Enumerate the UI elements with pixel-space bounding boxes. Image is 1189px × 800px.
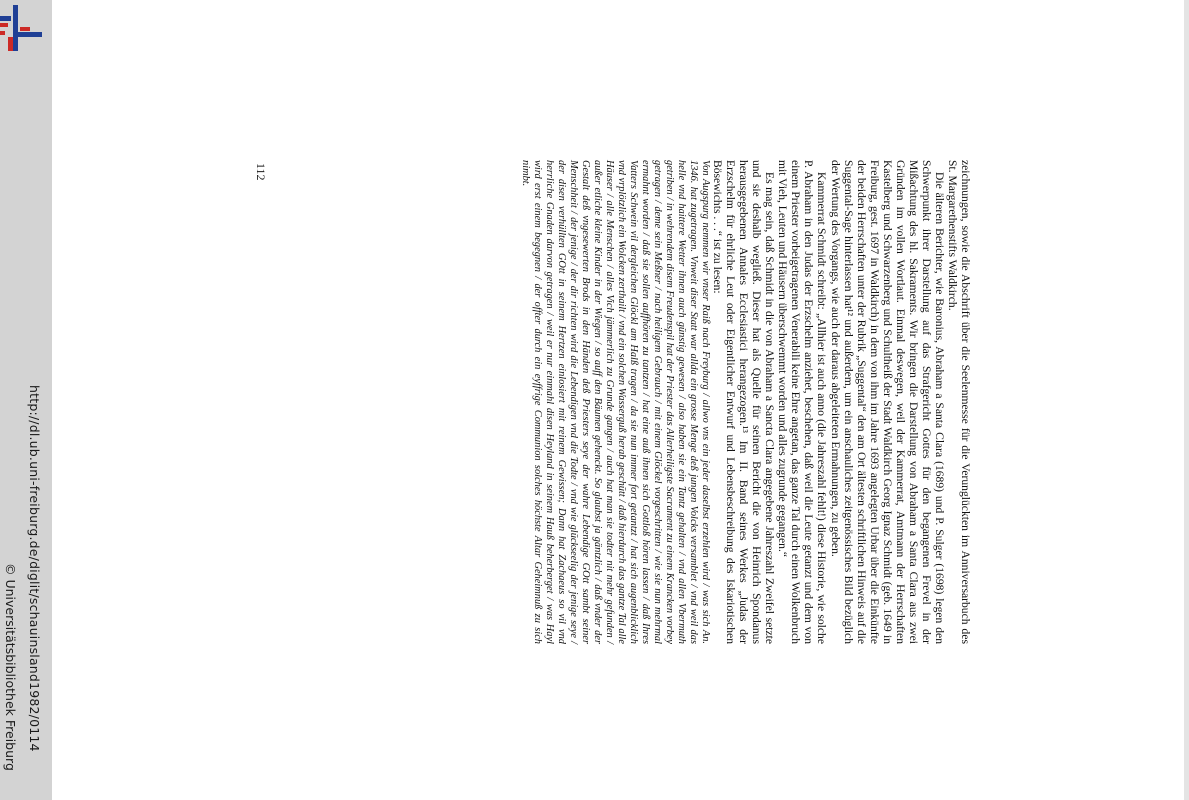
page-body bbox=[252, 160, 972, 644]
copyright-notice: © Universitätsbibliothek Freiburg bbox=[3, 563, 18, 771]
page-number: 112 bbox=[254, 163, 268, 181]
document-url[interactable]: http://dl.ub.uni-freiburg.de/diglit/schauinsland1982/0114 bbox=[27, 385, 42, 752]
scrollbar-track[interactable] bbox=[1184, 0, 1189, 800]
quoted-passage: Von Augspurg nemmen wir vnser Raiß nach Freyburg / allwo vns ein jeder daselbst erzehlen wird / was sich An. 1346. hat zugetragen. Vnweit diser Statt war allda ein grosse Menge deß jungen Volcks versamblet / vnd weil das helle vnd haittere Wetter ihnen auch günstig gewesen / also haben sie ein Tantz gehalten / vnd allen Vbermuth getriben / in wehrendem disem Freudenspil hat der Priester das Allerheiligste Sacrament zu einem Krancken vorbey getragen / deme sein Meßner / nach heiligem Gebrauch / mit einem Glöckel vorgeschritten / wie sie nun mehrmal ermahnt worden / daß sie sollen auffhören zu tantzen / hat eine auß ihnen sich Gottloß hören lassen / daß Ihres Vatters Schwein vil dergleichen Glöckl am Halß tragen / da sie nun immer fort getantzt / hat sich augenblicklich vnd vrplötzlich ein Wolcken zerthailt / vnd ein solchen Wasserguß herab geschütt / daß hierdurch das gantze Tal alle Häuser / alle Menschen / alles Vich jämmerlich zu Grunde gangen / auch hat man sie todter nit mehr gefunden / außer etliche kleine Kinder in der Wiegen / so auff den Bäumen gehenckt. So glaubst ja gäntzlich / daß vnder der Gestalt deß vngesewerten Brods in den Händen deß Priesters seye der wahre Lebendige GOtt sambt seiner Menschheit / der jenige / der dir richten wird die Lebendigen vnd die Todte / vnd wie glückseelig der jenige seye / der disen verhüllten GOtt in seinem Hertzen einlosiert mit reinem Gewissen; Dann hat Zachaeus so vil vnd herrliche Gnaden darvon getragen / weil er nur einmahl disen Heyland in seinem Hauß beherberget / was Hayl wird erst einem begegnen / der offter durch ein eyffrige Communion solches höchste Altar Geheimnuß zu sich nimbt. bbox=[520, 160, 712, 644]
body-paragraph: zeichnungen, sowie die Abschrift über die Seelenmesse für die Verunglückten im Anniversarbuch des St. Margarethenstifts Waldkirch. bbox=[945, 160, 972, 644]
body-paragraph: Die älteren Berichter, wie Baronius, Abraham a Santa Clara (1689) und P. Sulger (1698) legen den Schwerpunkt ihrer Darstellung auf das Strafgericht Gottes für den begangenen Frevel in der Mißachtung des hl. Sakraments. Wir bringen die Darstellung von Abraham a Santa Clara aus zwei Gründen im vollen Wortlaut. Einmal deswegen, weil der Kammerrat, Amtmann der Herrschaften Kastelberg und Schwarzenberg und Schultheiß der Stadt Waldkirch Georg Ignaz Schmidt (geb. 1649 in Freiburg, gest. 1697 in Waldkirch) in dem von ihm im Jahre 1693 angelegten Urbar über die Einkünfte der beiden Herrschaften unter der Rubrik „Suggental“ den am Ort ältesten schriftlichen Hinweis auf die Suggental-Sage hinterlassen hat¹² und außerdem, um ein anschauliches zeitgenössisches Bild bezüglich der Wertung des Vorgangs, wie auch der daraus abgeleiteten Ermahnungen, zu geben. bbox=[828, 160, 946, 644]
viewer-sidebar bbox=[0, 0, 52, 800]
body-paragraph: Es mag sein, daß Schmidt in die von Abraham a Sancta Clara angegebene Jahreszahl Zweifel setzte und sie deshalb wegließ. Dieser hat als Quelle für seinen Bericht die von Heinrich Spondanus herausgegebenen Annales Ecclesiastici herangezogen.¹³ Im II. Band seines Werkes „Judas der Erzschelm für ehrliche Leut oder Eigentlicher Entwurf und Lebensbeschreibung des Iskariotischen Bösewichts . . .“ ist zu lesen: bbox=[711, 160, 777, 644]
university-logo-icon bbox=[0, 5, 44, 51]
body-paragraph: Kammerrat Schmidt schreibt: „Allhier ist auch anno (die Jahreszahl fehlt!) diese Historie, wie solche P. Abraham in den Judas der Erzschelm anziehet, beschehen, daß weil die Leute getanzt und dem von einem Priester vorbeigetragenen Venerabili keine Ehre angetan, das ganze Tal durch einen Wolkenbruch mit Vieh, Leuten und Häusern überschwemmt worden und alles zugrunde gegangen.“ bbox=[776, 160, 829, 644]
